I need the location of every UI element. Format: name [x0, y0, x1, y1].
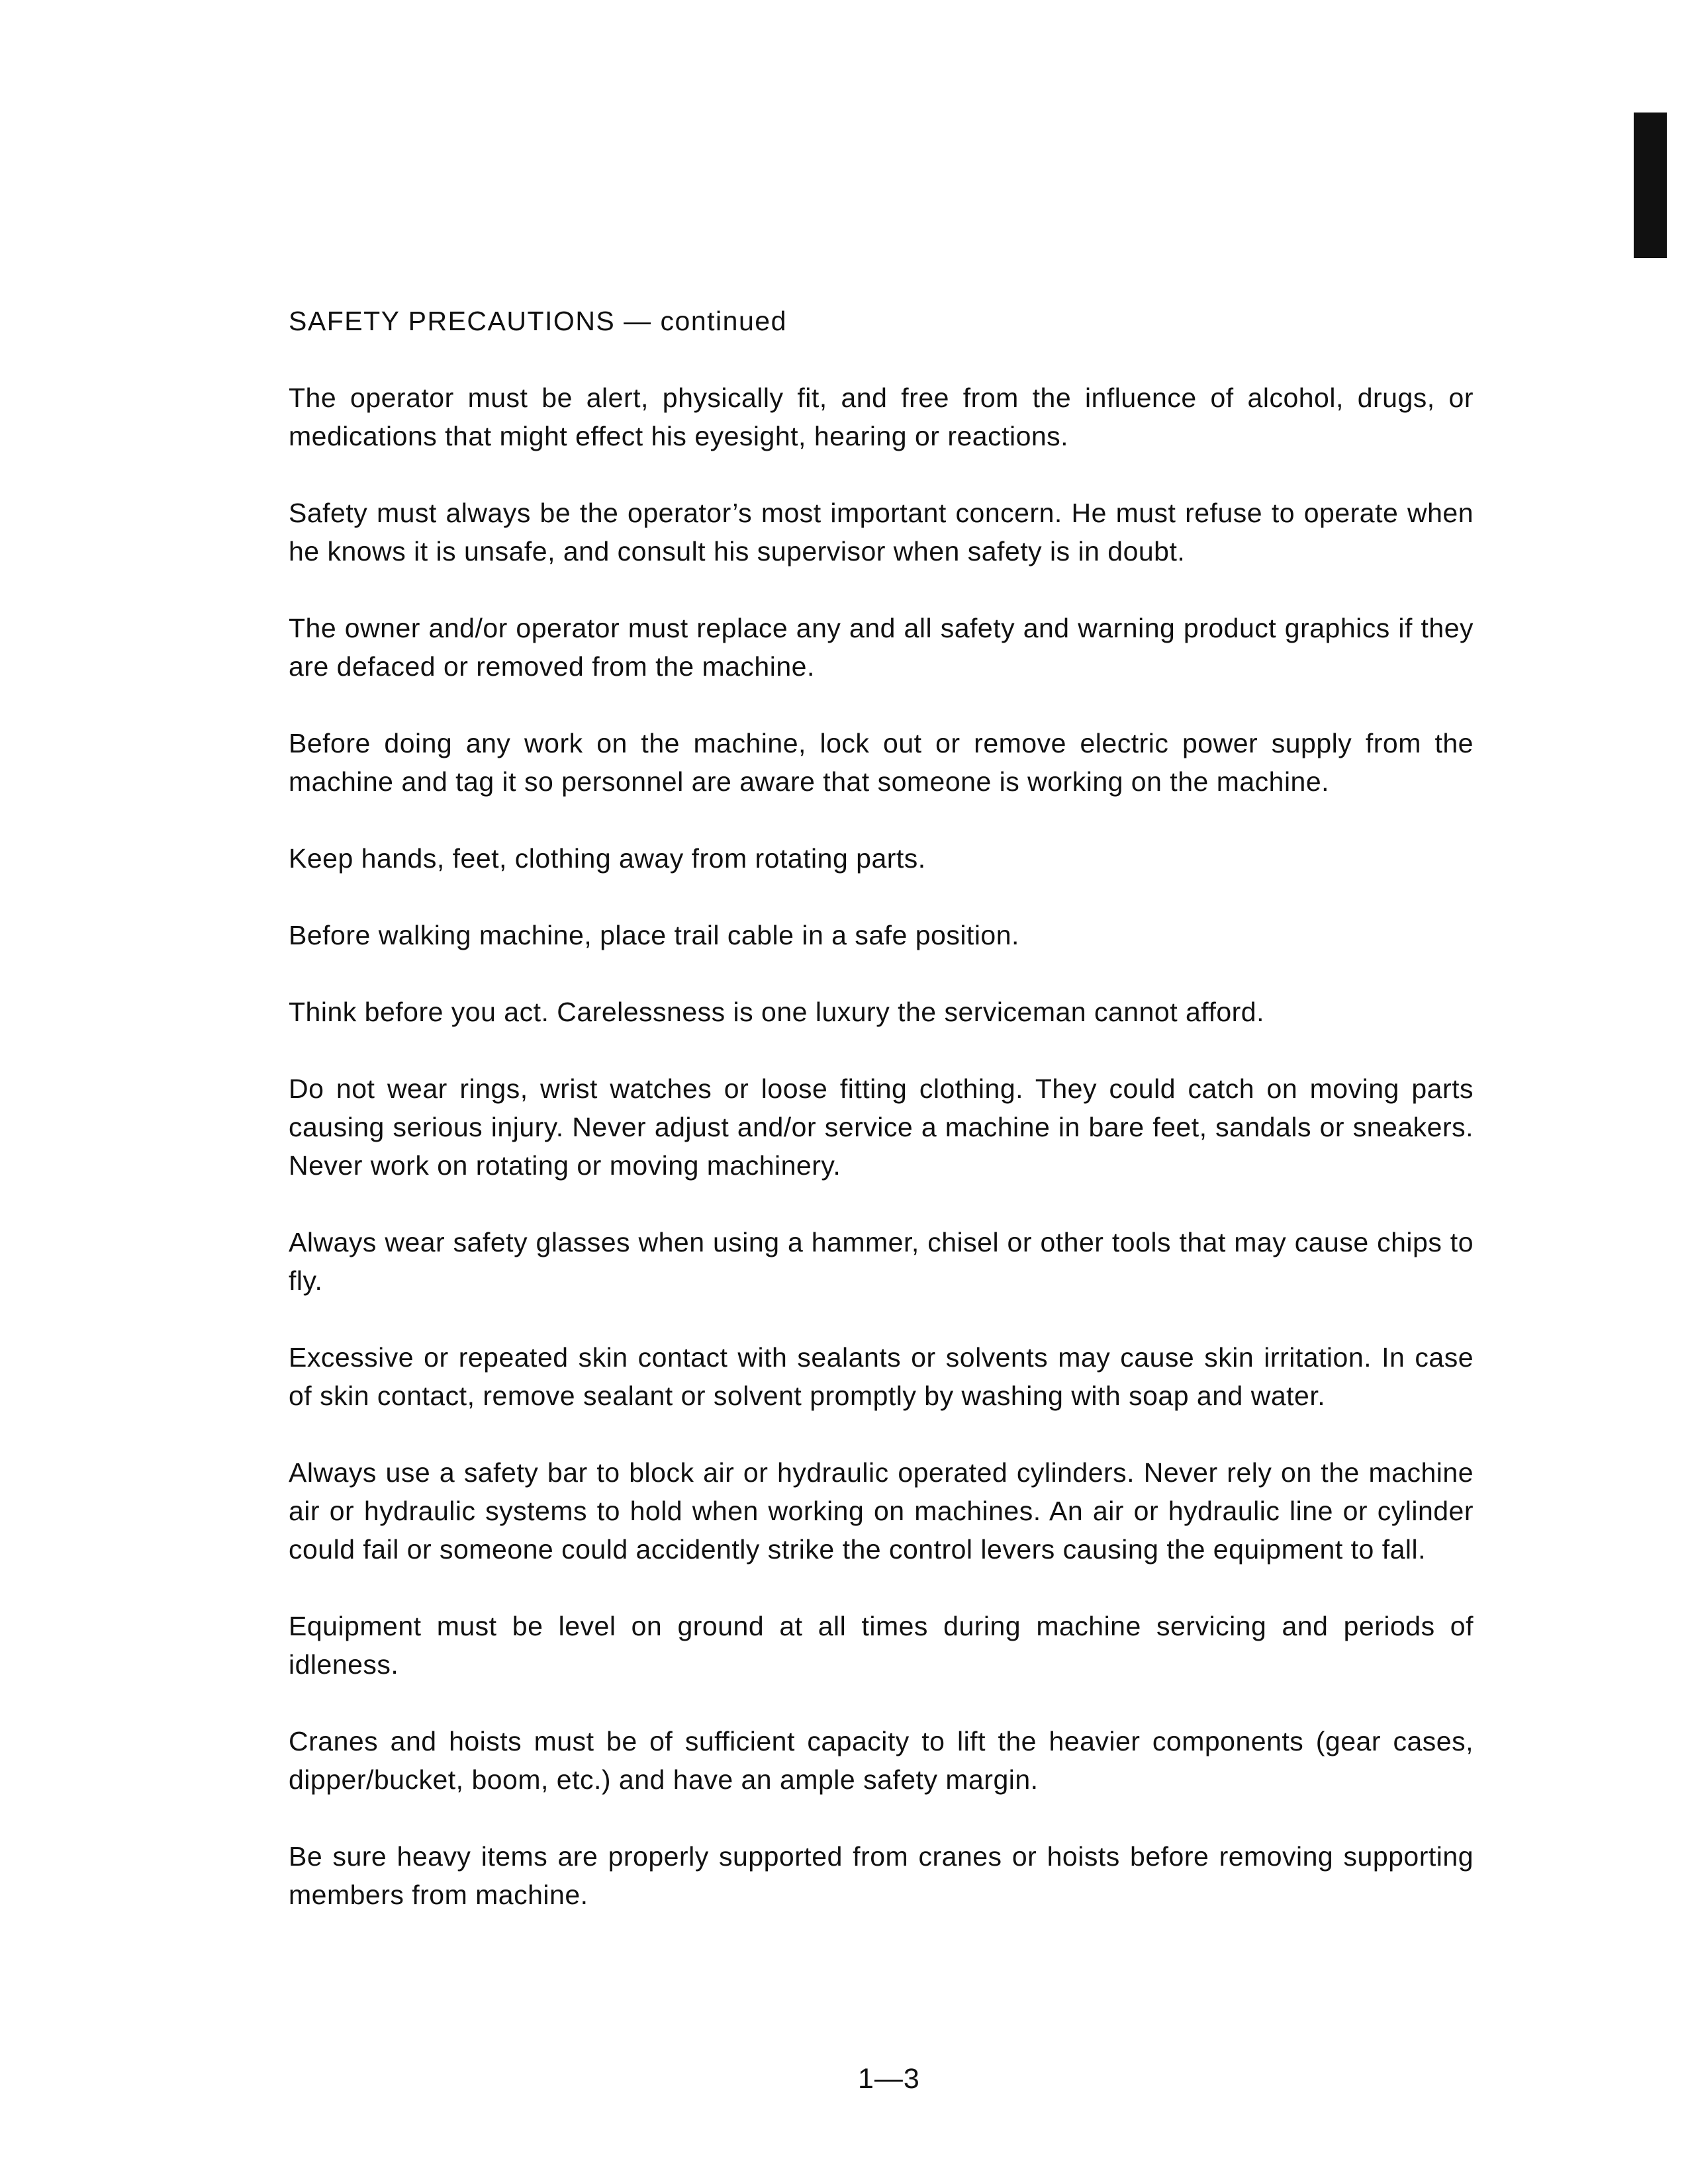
paragraph-lock-out-power: Before doing any work on the machine, lock out or remove electric power supply from the machine and tag it so personnel are aware that someone is working on the machine.	[289, 728, 1474, 797]
section-heading: SAFETY PRECAUTIONS — continued	[289, 306, 787, 336]
paragraph-clothing-jewelry: Do not wear rings, wrist watches or loose fitting clothing. They could catch on moving parts causing serious injury. Never adjust and/or service a machine in bare feet, sandals or sneakers. Never work on rotating or moving machinery.	[289, 1073, 1474, 1181]
paragraph-safety-bar: Always use a safety bar to block air or hydraulic operated cylinders. Never rely on the machine air or hydraulic systems to hold when working on machines. An air or hydraulic line or cylinder could fail or someone could accidently strike the control levers causing the equipment to fall.	[289, 1457, 1474, 1565]
paragraph-heavy-items: Be sure heavy items are properly supported from cranes or hoists before removing supporting members from machine.	[289, 1841, 1474, 1910]
paragraph-think-before-act: Think before you act. Carelessness is one luxury the serviceman cannot afford.	[289, 997, 1264, 1027]
paragraph-trail-cable: Before walking machine, place trail cable in a safe position.	[289, 920, 1019, 950]
paragraph-replace-graphics: The owner and/or operator must replace any and all safety and warning product graphics if they are defaced or removed from the machine.	[289, 613, 1474, 682]
paragraph-safety-concern: Safety must always be the operator’s most important concern. He must refuse to operate when he knows it is unsafe, and consult his supervisor when safety is in doubt.	[289, 498, 1474, 567]
paragraph-level-ground: Equipment must be level on ground at all times during machine servicing and periods of idleness.	[289, 1611, 1474, 1680]
paragraph-safety-glasses: Always wear safety glasses when using a hammer, chisel or other tools that may cause chips to fly.	[289, 1227, 1474, 1296]
paragraph-skin-contact: Excessive or repeated skin contact with sealants or solvents may cause skin irritation. In case of skin contact, remove sealant or solvent promptly by washing with soap and water.	[289, 1342, 1474, 1411]
paragraph-rotating-parts: Keep hands, feet, clothing away from rotating parts.	[289, 843, 926, 874]
paragraph-cranes-hoists: Cranes and hoists must be of sufficient capacity to lift the heavier components (gear cases, dipper/bucket, boom, etc.) and have an ample safety margin.	[289, 1726, 1474, 1795]
page-number: 1—3	[858, 2063, 920, 2095]
document-body	[289, 379, 1474, 1952]
section-edge-tab	[1634, 113, 1667, 258]
paragraph-operator-fitness: The operator must be alert, physically fit, and free from the influence of alcohol, drugs, or medications that might effect his eyesight, hearing or reactions.	[289, 383, 1474, 451]
